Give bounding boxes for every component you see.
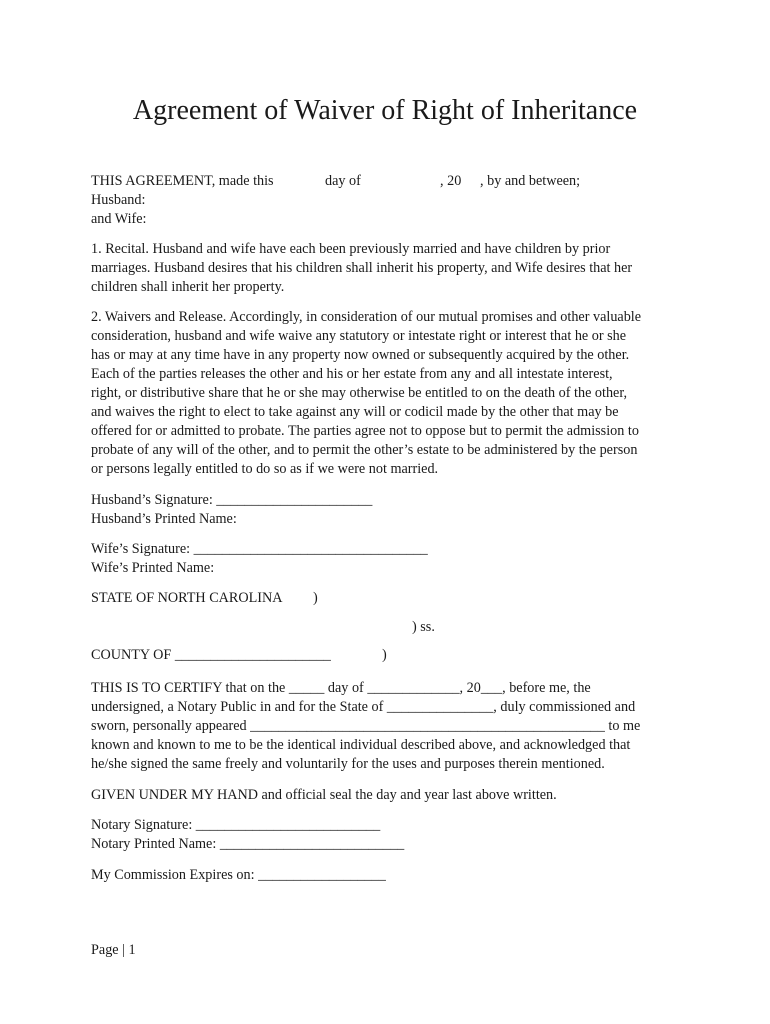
notary-signature-line: Notary Signature: __________________________ [91, 817, 381, 833]
husband-signature-line: Husband’s Signature: ______________________ [91, 492, 373, 508]
waivers-line: and waives the right to elect to take against any will or codicil made by the other that may be [91, 404, 619, 420]
waivers-line: right, or distributive share that he or she may otherwise be entitled to on the death of the other, [91, 385, 628, 401]
page-number: Page | 1 [91, 942, 136, 958]
waivers-line: offered for or admitted to probate. The parties agree not to oppose but to permit the admission to [91, 423, 639, 439]
wife-line: and Wife: [91, 211, 147, 227]
waivers-line: consideration, husband and wife waive any statutory or intestate right or interest that he or she [91, 328, 627, 344]
county-line: COUNTY OF ______________________ [91, 647, 331, 663]
waivers-line: Each of the parties releases the other and his or her estate from any and all intestate interest, [91, 366, 613, 382]
waivers-line: 2. Waivers and Release. Accordingly, in consideration of our mutual promises and other valuable [91, 309, 642, 325]
wife-signature-line: Wife’s Signature: _________________________________ [91, 541, 428, 557]
waivers-line: has or may at any time have in any property now owned or subsequently acquired by the other. [91, 347, 630, 363]
ss-line: ) ss. [412, 619, 435, 635]
given-under-hand: GIVEN UNDER MY HAND and official seal the day and year last above written. [91, 787, 557, 803]
wife-printed-name: Wife’s Printed Name: [91, 560, 215, 576]
waivers-line: probate of any will of the other, and to permit the other’s estate to be administered by the person [91, 442, 638, 458]
document-title: Agreement of Waiver of Right of Inheritance [132, 95, 638, 126]
commission-expires-line: My Commission Expires on: __________________ [91, 867, 386, 883]
recital-line: children shall inherit her property. [91, 279, 285, 295]
certify-line: he/she signed the same freely and voluntarily for the uses and purposes therein mentioned. [91, 756, 605, 772]
state-line: STATE OF NORTH CAROLINA [91, 590, 283, 606]
county-paren: ) [382, 647, 387, 663]
opening-made-this: THIS AGREEMENT, made this [91, 173, 274, 189]
opening-day-of: day of [325, 173, 361, 189]
certify-line: sworn, personally appeared __________________________________________________ to me [91, 718, 641, 734]
waivers-line: or persons legally entitled to do so as if we were not married. [91, 461, 439, 477]
certify-line: undersigned, a Notary Public in and for the State of _______________, duly commissioned and [91, 699, 636, 715]
state-paren: ) [313, 590, 318, 606]
recital-line: marriages. Husband desires that his children shall inherit his property, and Wife desires that her [91, 260, 633, 276]
certify-line: THIS IS TO CERTIFY that on the _____ day of _____________, 20___, before me, the [91, 680, 591, 696]
husband-printed-name: Husband’s Printed Name: [91, 511, 237, 527]
opening-by-and-between: , by and between; [480, 173, 581, 189]
notary-printed-name-line: Notary Printed Name: __________________________ [91, 836, 405, 852]
husband-line: Husband: [91, 192, 146, 208]
recital-line: 1. Recital. Husband and wife have each been previously married and have children by prior [91, 241, 611, 257]
certify-line: known and known to me to be the identical individual described above, and acknowledged that [91, 737, 631, 753]
opening-year: , 20 [440, 173, 462, 189]
